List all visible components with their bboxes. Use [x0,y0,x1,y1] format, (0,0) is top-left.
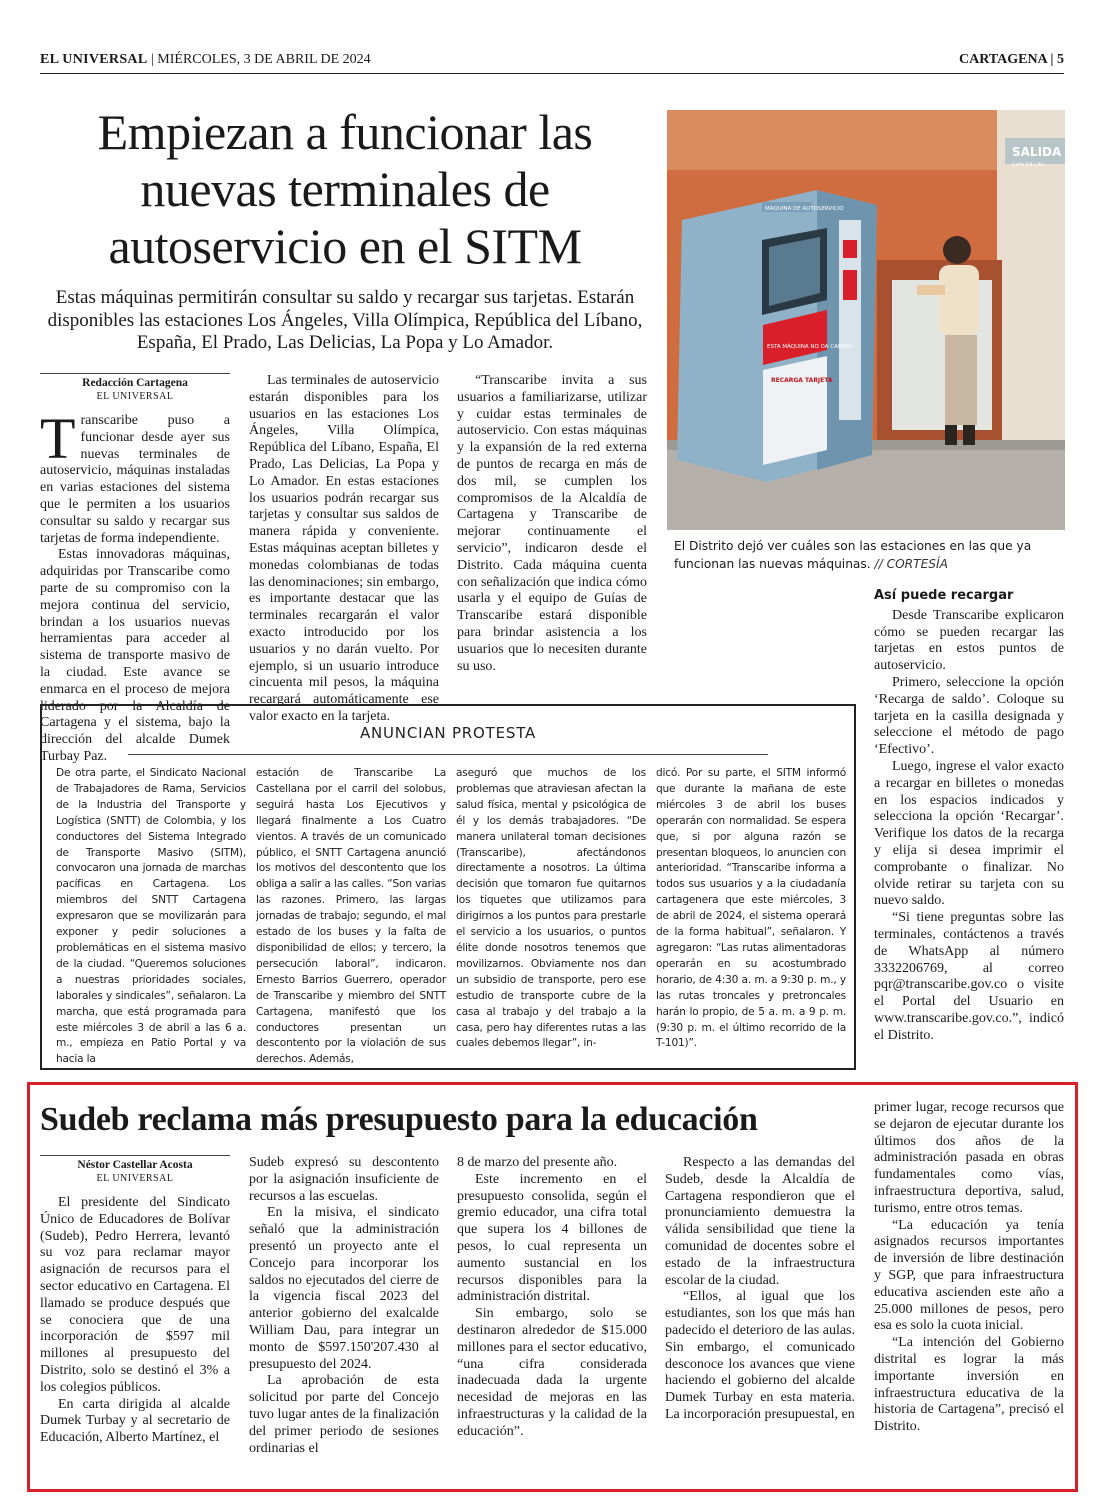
sidebar-recharge [874,588,1064,1058]
article-paragraph: En la misiva, el sindicato señaló que la administración presentó un proyecto ante el Concejo para incorporar los saldos no ejecutados del cierre de la vigencia fiscal 2023 del anterior gobierno del exalcalde William Dau, para integrar un monto de $597.150'207.430 al presupuesto del 2024. [249,1205,439,1372]
second-article-col-3 [457,1155,647,1480]
second-article-col-5 [874,1100,1064,1480]
sidebar-title: Así puede recargar [874,588,1014,603]
article-paragraph: Estas innovadoras máquinas, adquiridas por Transcaribe como parte de su compromiso con la mejora continua del servicio, brindan a los usuarios nuevas herramientas para acceder al sistema de transporte masivo de la ciudad. Este avance se enmarca en el proceso de mejora liderado por la Alcaldía de Cartagena y el sistema, bajo la dirección del alcalde Dumek Turbay Paz. [40,547,230,764]
no-change-sign: ESTA MÁQUINA NO DA CAMBIO [767,344,853,350]
sidebar-paragraph: Luego, ingrese el valor exacto a recargar en billetes o monedas en los espacios indicados y selecciona la opción ‘Recargar’. Verifique los datos de la recarga y elija si desea imprimir el comprobante o finalizar. No olvide retirar su tarjeta con su nuevo saldo. [874,758,1064,909]
second-headline: Sudeb reclama más presupuesto para la educación [40,1101,758,1138]
article-paragraph: Este incremento en el presupuesto consolida, según el gremio educador, una cifra total que supera los 4 billones de pesos, lo cual representa un aumento sustancial en los recursos disponibles para la administración distrital. [457,1171,647,1305]
article-paragraph: Sudeb expresó su descontento por la asignación insuficiente de recursos a las escuelas. [249,1155,439,1204]
photo-credit: // CORTESÍA [874,556,948,571]
lead-paragraph: Transcaribe puso a funcionar desde ayer sus nuevas terminales de autoservicio, máquinas instaladas en varias estaciones del sistema que le permiten a los usuarios consultar su saldo y recargar sus tarjetas de forma independiente. [40,406,230,546]
protest-col-3: aseguró que muchos de los problemas que atraviesan afectan la salud física, mental y psicológica de él y los demás trabajadores. “De manera unilateral toman decisiones (Transcaribe), afectándonos directamente a nosotros. La última decisión que tomaron fue quitarnos los tiquetes que utilizamos para dirigirnos a los puntos para prestarle el servicio a los usuarios, o puntos élite donde nosotros tenemos que movilizarnos. Obviamente nos dan un subsidio de transporte, pero ese estudio de transporte cubre de la casa al trabajo y del trabajo a la casa, pero hay diferentes rutas a las cuales debemos llegar”, in- [456,767,646,1050]
article-paragraph: Respecto a las demandas del Sudeb, desde la Alcaldía de Cartagena respondieron que el pronunciamiento demuestra la válida sensibilidad que tiene la comunidad de docentes sobre el estado de la infraestructura escolar de la ciudad. [665,1155,855,1288]
recarga-sign: RECARGA TARJETA [771,377,833,384]
salida-sub: Calle 54 / Av. [1012,162,1045,168]
main-headline: Empiezan a funcionar las nuevas terminales de autoservicio en el SITM [97,104,593,274]
main-article-col-3 [457,373,647,693]
article-paragraph: 8 de marzo del presente año. [457,1155,618,1170]
salida-sign: SALIDA [1012,145,1062,159]
article-paragraph: En carta dirigida al alcalde Dumek Turbay y al secretario de Educación, Alberto Martínez, el [40,1396,230,1446]
section-name: CARTAGENA [958,52,1047,67]
byline [40,1155,230,1185]
protest-col-2: estación de Transcaribe La Castellana por el carril del solobus, seguirá hasta Los Ejecutivos y llegará finalmente a Los Cuatro vientos. A través de un comunicado público, el SNTT Cartagena anunció los motivos del descontento que los obliga a salir a las calles. “Son varias las razones. Primero, las largas jornadas de trabajo; segundo, el mal estado de los buses y la falta de disponibilidad de ellos; y tercero, la persecución laboral”, indicaron. Ernesto Barrios Guerrero, operador de Transcaribe y miembro del SNTT Cartagena, manifestó que los conductores presentan un descontento por la violación de sus derechos. Además, [256,767,446,1066]
main-article-col-2 [249,373,439,724]
article-paragraph: “La educación ya tenía asignados recursos importantes de inversión de libre destinación y SGP, que para infraestructura educativa ascienden este año a 25.000 millones de pesos, pero esa es solo la cuota inicial. [874,1217,1064,1334]
article-paragraph: Sin embargo, solo se destinaron alrededor de $15.000 millones para el sector educativo, “una cifra considerada inadecuada dada la urgente necesidad de mejoras en las infraestructuras y la calidad de la educación”. [457,1306,647,1439]
page-header [40,50,1064,74]
paper-name: EL UNIVERSAL [40,52,148,67]
article-photo [667,110,1065,530]
byline-outlet: EL UNIVERSAL [96,390,174,402]
protest-box-title: ANUNCIAN PROTESTA [42,724,854,755]
dropcap: T [40,406,76,471]
sidebar-paragraph: Primero, seleccione la opción ‘Recarga de saldo’. Coloque su tarjeta en la casilla designada y seleccione el método de pago ‘Efectivo’. [874,674,1064,758]
article-paragraph: “Ellos, al igual que los estudiantes, son los que más han padecido el deterioro de las aulas. Sin embargo, el comunicado desconoce los avances que viene haciendo el gobierno del alcalde Dumek Turbay en esta materia. La incorporación presupuestal, en [665,1289,855,1422]
byline [40,373,230,403]
protest-col-1: De otra parte, el Sindicato Nacional de Trabajadores de Rama, Servicios de la Industria del Transporte y Logística (SNTT) de Colombia, y los conductores del Sistema Integrado de Transporte Masivo (SITM), convocaron una jornada de marchas pacíficas en Cartagena. Los miembros del SNTT Cartagena expresaron que se movilizarán para exponer y pedir soluciones a problemáticas en el sistema masivo de la ciudad. “Queremos soluciones a nuestras prioridades sociales, laborales y sindicales”, señalaron. La marcha, que está programada para este miércoles 3 de abril a las 6 a. m., empieza en Patio Portal y va hacia la [56,767,246,1066]
main-article-col-1 [40,373,230,764]
article-paragraph: “La intención del Gobierno distrital es lograr la más importante inversión en infraestructura educativa de la historia de Cartagena”, precisó el Distrito. [874,1335,1064,1435]
protest-box [40,704,856,1070]
terminal-photo-illustration [667,110,1065,530]
masthead: EL UNIVERSAL | MIÉRCOLES, 3 DE ABRIL DE 2024 [40,52,371,67]
caption-text: El Distrito dejó ver cuáles son las estaciones en las que ya funcionan las nuevas máquinas. [674,539,1032,571]
issue-date: MIÉRCOLES, 3 DE ABRIL DE 2024 [157,52,371,67]
main-subhead: Estas máquinas permitirán consultar su saldo y recargar sus tarjetas. Estarán disponibles las estaciones Los Ángeles, Villa Olímpica, República del Líbano, España, El Prado, Las Delicias, La Popa y Lo Amador. [47,287,643,353]
sidebar-paragraph: Desde Transcaribe explicaron cómo se pueden recargar las tarjetas en estos puntos de autoservicio. [874,607,1064,674]
byline-author: Redacción Cartagena [82,377,188,389]
second-article-col-4 [665,1155,855,1480]
page-number: 5 [1057,52,1064,67]
section-label: CARTAGENA | 5 [958,52,1064,67]
article-paragraph: El presidente del Sindicato Único de Educadores de Bolívar (Sudeb), Pedro Herrera, levantó su voz para reclamar mayor asignación de recursos para el sector educativo en Cartagena. El llamado se produce después que se conociera que de una incorporación de $597 mil millones al presupuesto del Distrito, solo se destinó el 3% a los colegios públicos. [40,1195,230,1395]
second-article-col-2 [249,1155,439,1480]
sidebar-paragraph: “Si tiene preguntas sobre las terminales, contáctenos a través de WhatsApp al número 3332206769, al correo pqr@transcaribe.gov.co o visite el Portal del Usuario en www.transcaribe.gov.co.”, indicó el Distrito. [874,910,1064,1043]
second-article-col-1 [40,1155,230,1480]
article-paragraph: primer lugar, recoge recursos que se dejaron de ejecutar durante los últimos dos años de la administración pasada en obras fundamentales como vías, infraestructura deportiva, salud, turismo, entre otros temas. [874,1100,1064,1216]
byline-outlet: EL UNIVERSAL [96,1172,174,1184]
byline-author: Néstor Castellar Acosta [77,1159,193,1171]
article-paragraph: La aprobación de esta solicitud por parte del Concejo tuvo lugar antes de la finalización del primer periodo de sesiones ordinarias el [249,1373,439,1456]
protest-col-4: dicó. Por su parte, el SITM informó que durante la mañana de este miércoles 3 de abril los buses operarán con normalidad. Se espera que, si por alguna razón se presentan bloqueos, lo anuncien con anterioridad. “Transcaribe informa a todos sus usuarios y a la ciudadanía cartagenera que este miércoles, 3 de abril de 2024, el sistema operará de la forma habitual”, señalaron. Y agregaron: “Las rutas alimentadoras operarán en su acostumbrado horario, de 4:30 a. m. a 9:30 p. m., y las rutas troncales y pretroncales harán lo propio, de 5 a. m. a 9 p. m. (9:30 p. m. el último recorrido de la T-101)”. [656,767,846,1050]
photo-caption [674,538,1069,573]
machine-top-sign: MÁQUINA DE AUTOSERVICIO [765,206,844,212]
article-paragraph: “Transcaribe invita a sus usuarios a familiarizarse, utilizar y cuidar estas terminales de autoservicio. Con estas máquinas y la expansión de la red externa de puntos de recarga en más de dos mil, se cumplen los compromisos de la Alcaldía de Cartagena y Transcaribe de mejorar continuamente el servicio”, indicaron desde el Distrito. Cada máquina cuenta con señalización que indica cómo usarla y el equipo de Guías de Transcaribe estará disponible para brindar asistencia a los usuarios que lo necesiten durante su uso. [457,373,647,674]
article-paragraph: Las terminales de autoservicio estarán disponibles para los usuarios en las estaciones Los Ángeles, Villa Olímpica, República del Líbano, España, El Prado, Las Delicias, La Popa y Lo Amador. En estas estaciones los usuarios podrán recargar sus tarjetas y consultar sus saldos de manera rápida y conveniente. Estas máquinas aceptan billetes y monedas colombianas de todas las denominaciones; sin embargo, es importante destacar que las terminales recargarán el valor exacto introducido por los usuarios y no darán vuelto. Por ejemplo, si un usuario introduce cincuenta mil pesos, la máquina recargará automáticamente ese valor exacto en la tarjeta. [249,373,439,724]
